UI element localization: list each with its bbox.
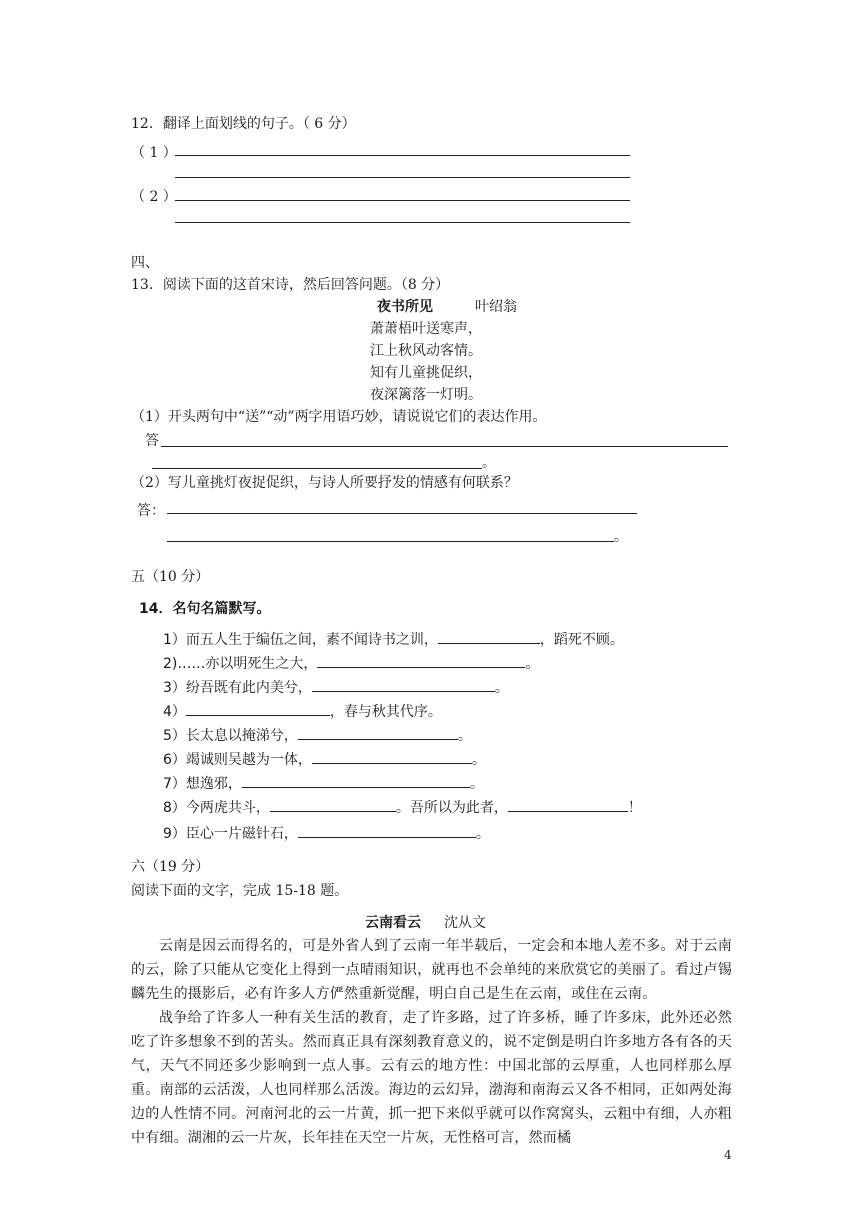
poem-author: 叶绍翁	[475, 299, 517, 315]
q12-answer-line-2b[interactable]	[175, 222, 630, 223]
q12-answer-line-1a[interactable]	[175, 155, 630, 156]
q14-item-8-tail: ！	[627, 800, 642, 816]
q13-period-2: 。	[614, 529, 628, 545]
q14-item-7-text: 7）想逸邪，	[163, 776, 242, 792]
q14-item-9	[163, 822, 490, 843]
section-6-label: 六（19 分）	[131, 859, 210, 875]
q14-item-7	[163, 772, 484, 793]
q12-stem: 12．翻译上面划线的句子。（ 6 分）	[131, 116, 356, 132]
q14-item-3-tail: 。	[494, 680, 509, 696]
section-5-label: 五（10 分）	[131, 569, 210, 585]
poem-line-4: 夜深篱落一灯明。	[370, 387, 482, 403]
article-paragraph-2: 战争给了许多人一种有关生活的教育，走了许多路，过了许多桥，睡了许多床，此外还必然吃了许多想象不到的苦头。然而真正具有深刻教育意义的，说不定倒是明白许多地方各有各的天气，天气不同还多少影响到一点人事。云有云的地方性：中国北部的云厚重，人也同样那么厚重。南部的云活泼，人也同样那么活泼。海边的云幻异，渤海和南海云又各不相同，正如两处海边的人性情不同。河南河北的云一片黄，抓一把下来似乎就可以作窝窝头，云粗中有细，人亦粗中有细。湖湘的云一片灰，长年挂在天空一片灰，无性格可言，然而橘	[131, 1010, 732, 1146]
q14-item-2	[163, 652, 539, 673]
q14-item-8	[163, 796, 642, 817]
poem-line-1: 萧萧梧叶送寒声，	[370, 321, 482, 337]
q14-item-5	[163, 724, 472, 745]
q14-item-1	[163, 628, 624, 649]
q14-item-5-text: 5）长太息以掩涕兮，	[163, 728, 298, 744]
q14-item-2-tail: 。	[525, 656, 540, 672]
section-6-instruction: 阅读下面的文字，完成 15-18 题。	[131, 883, 349, 899]
q14-item-4-tail: ，春与秋其代序。	[329, 704, 442, 720]
article-author: 沈从文	[444, 915, 486, 931]
article-paragraph-1: 云南是因云而得名的，可是外省人到了云南一年半载后，一定会和本地人差不多。对于云南的云，除了只能从它变化上得到一点晴雨知识，就再也不会单纯的来欣赏它的美丽了。看过卢锡麟先生的摄影后，必有许多人方俨然重新觉醒，明白自己是生在云南，或住在云南。	[131, 938, 732, 1002]
q13-sub1: （1）开头两句中“送”“动”两字用语巧妙，请说说它们的表达作用。	[131, 409, 547, 425]
page-number: 4	[724, 1148, 732, 1162]
article-title: 云南看云	[365, 915, 421, 931]
q12-answer-line-1b[interactable]	[175, 177, 630, 178]
q13-answer-line-1a[interactable]	[161, 446, 728, 447]
q14-item-9-blank[interactable]	[298, 822, 476, 838]
q14-stem: 14．名句名篇默写。	[139, 601, 271, 617]
q14-item-8-text: 8）今两虎共斗，	[163, 800, 270, 816]
q14-item-3-blank[interactable]	[312, 676, 495, 692]
q14-item-2-text: 2)……亦以明死生之大，	[163, 656, 318, 672]
q14-item-2-blank[interactable]	[317, 652, 525, 668]
q14-item-8-blank-2[interactable]	[508, 796, 628, 812]
poem-title: 夜书所见	[377, 299, 433, 315]
q14-item-6-blank[interactable]	[312, 748, 472, 764]
q12-item1-label: （ 1 ）	[131, 145, 177, 161]
q13-answer-label-2: 答：	[137, 503, 165, 519]
q14-item-5-blank[interactable]	[298, 724, 458, 740]
q14-item-8-middle: 。吾所以为此者，	[395, 800, 508, 816]
q14-item-6-tail: 。	[471, 752, 486, 768]
q14-item-6	[163, 748, 486, 769]
q13-stem: 13．阅读下面的这首宋诗，然后回答问题。（8 分）	[131, 277, 450, 293]
q12-answer-line-2a[interactable]	[175, 200, 630, 201]
q14-item-7-blank[interactable]	[242, 772, 470, 788]
q14-item-1-blank[interactable]	[438, 628, 540, 644]
q14-item-1-tail: ，蹈死不顾。	[539, 632, 624, 648]
q14-item-1-text: 1）而五人生于编伍之间，素不闻诗书之训，	[163, 632, 438, 648]
q14-item-7-tail: 。	[469, 776, 484, 792]
q13-answer-line-2a[interactable]	[167, 513, 637, 514]
q13-answer-line-2b[interactable]	[167, 541, 614, 542]
q13-answer-line-1b[interactable]	[152, 468, 482, 469]
q14-item-9-tail: 。	[475, 826, 490, 842]
poem-line-3: 知有儿童挑促织，	[370, 365, 482, 381]
q14-item-3-text: 3）纷吾既有此内美兮，	[163, 680, 312, 696]
section-4-label: 四、	[131, 255, 159, 271]
q14-item-9-text: 9）臣心一片磁针石，	[163, 826, 298, 842]
q14-item-3	[163, 676, 509, 697]
q14-item-4-text: 4）	[163, 704, 186, 720]
poem-line-2: 江上秋风动客情。	[370, 343, 482, 359]
q14-item-8-blank-1[interactable]	[270, 796, 396, 812]
q14-item-4-blank[interactable]	[186, 700, 330, 716]
q13-answer-label-1: 答	[145, 433, 159, 449]
q13-sub2: （2）写儿童挑灯夜捉促织，与诗人所要抒发的情感有何联系？	[131, 475, 518, 491]
q14-item-5-tail: 。	[457, 728, 472, 744]
article-body	[131, 934, 732, 1150]
q13-period-1: 。	[482, 455, 496, 471]
q14-item-6-text: 6）竭诚则吴越为一体，	[163, 752, 312, 768]
q14-item-4	[163, 700, 442, 721]
q12-item2-label: （ 2 ）	[131, 189, 177, 205]
